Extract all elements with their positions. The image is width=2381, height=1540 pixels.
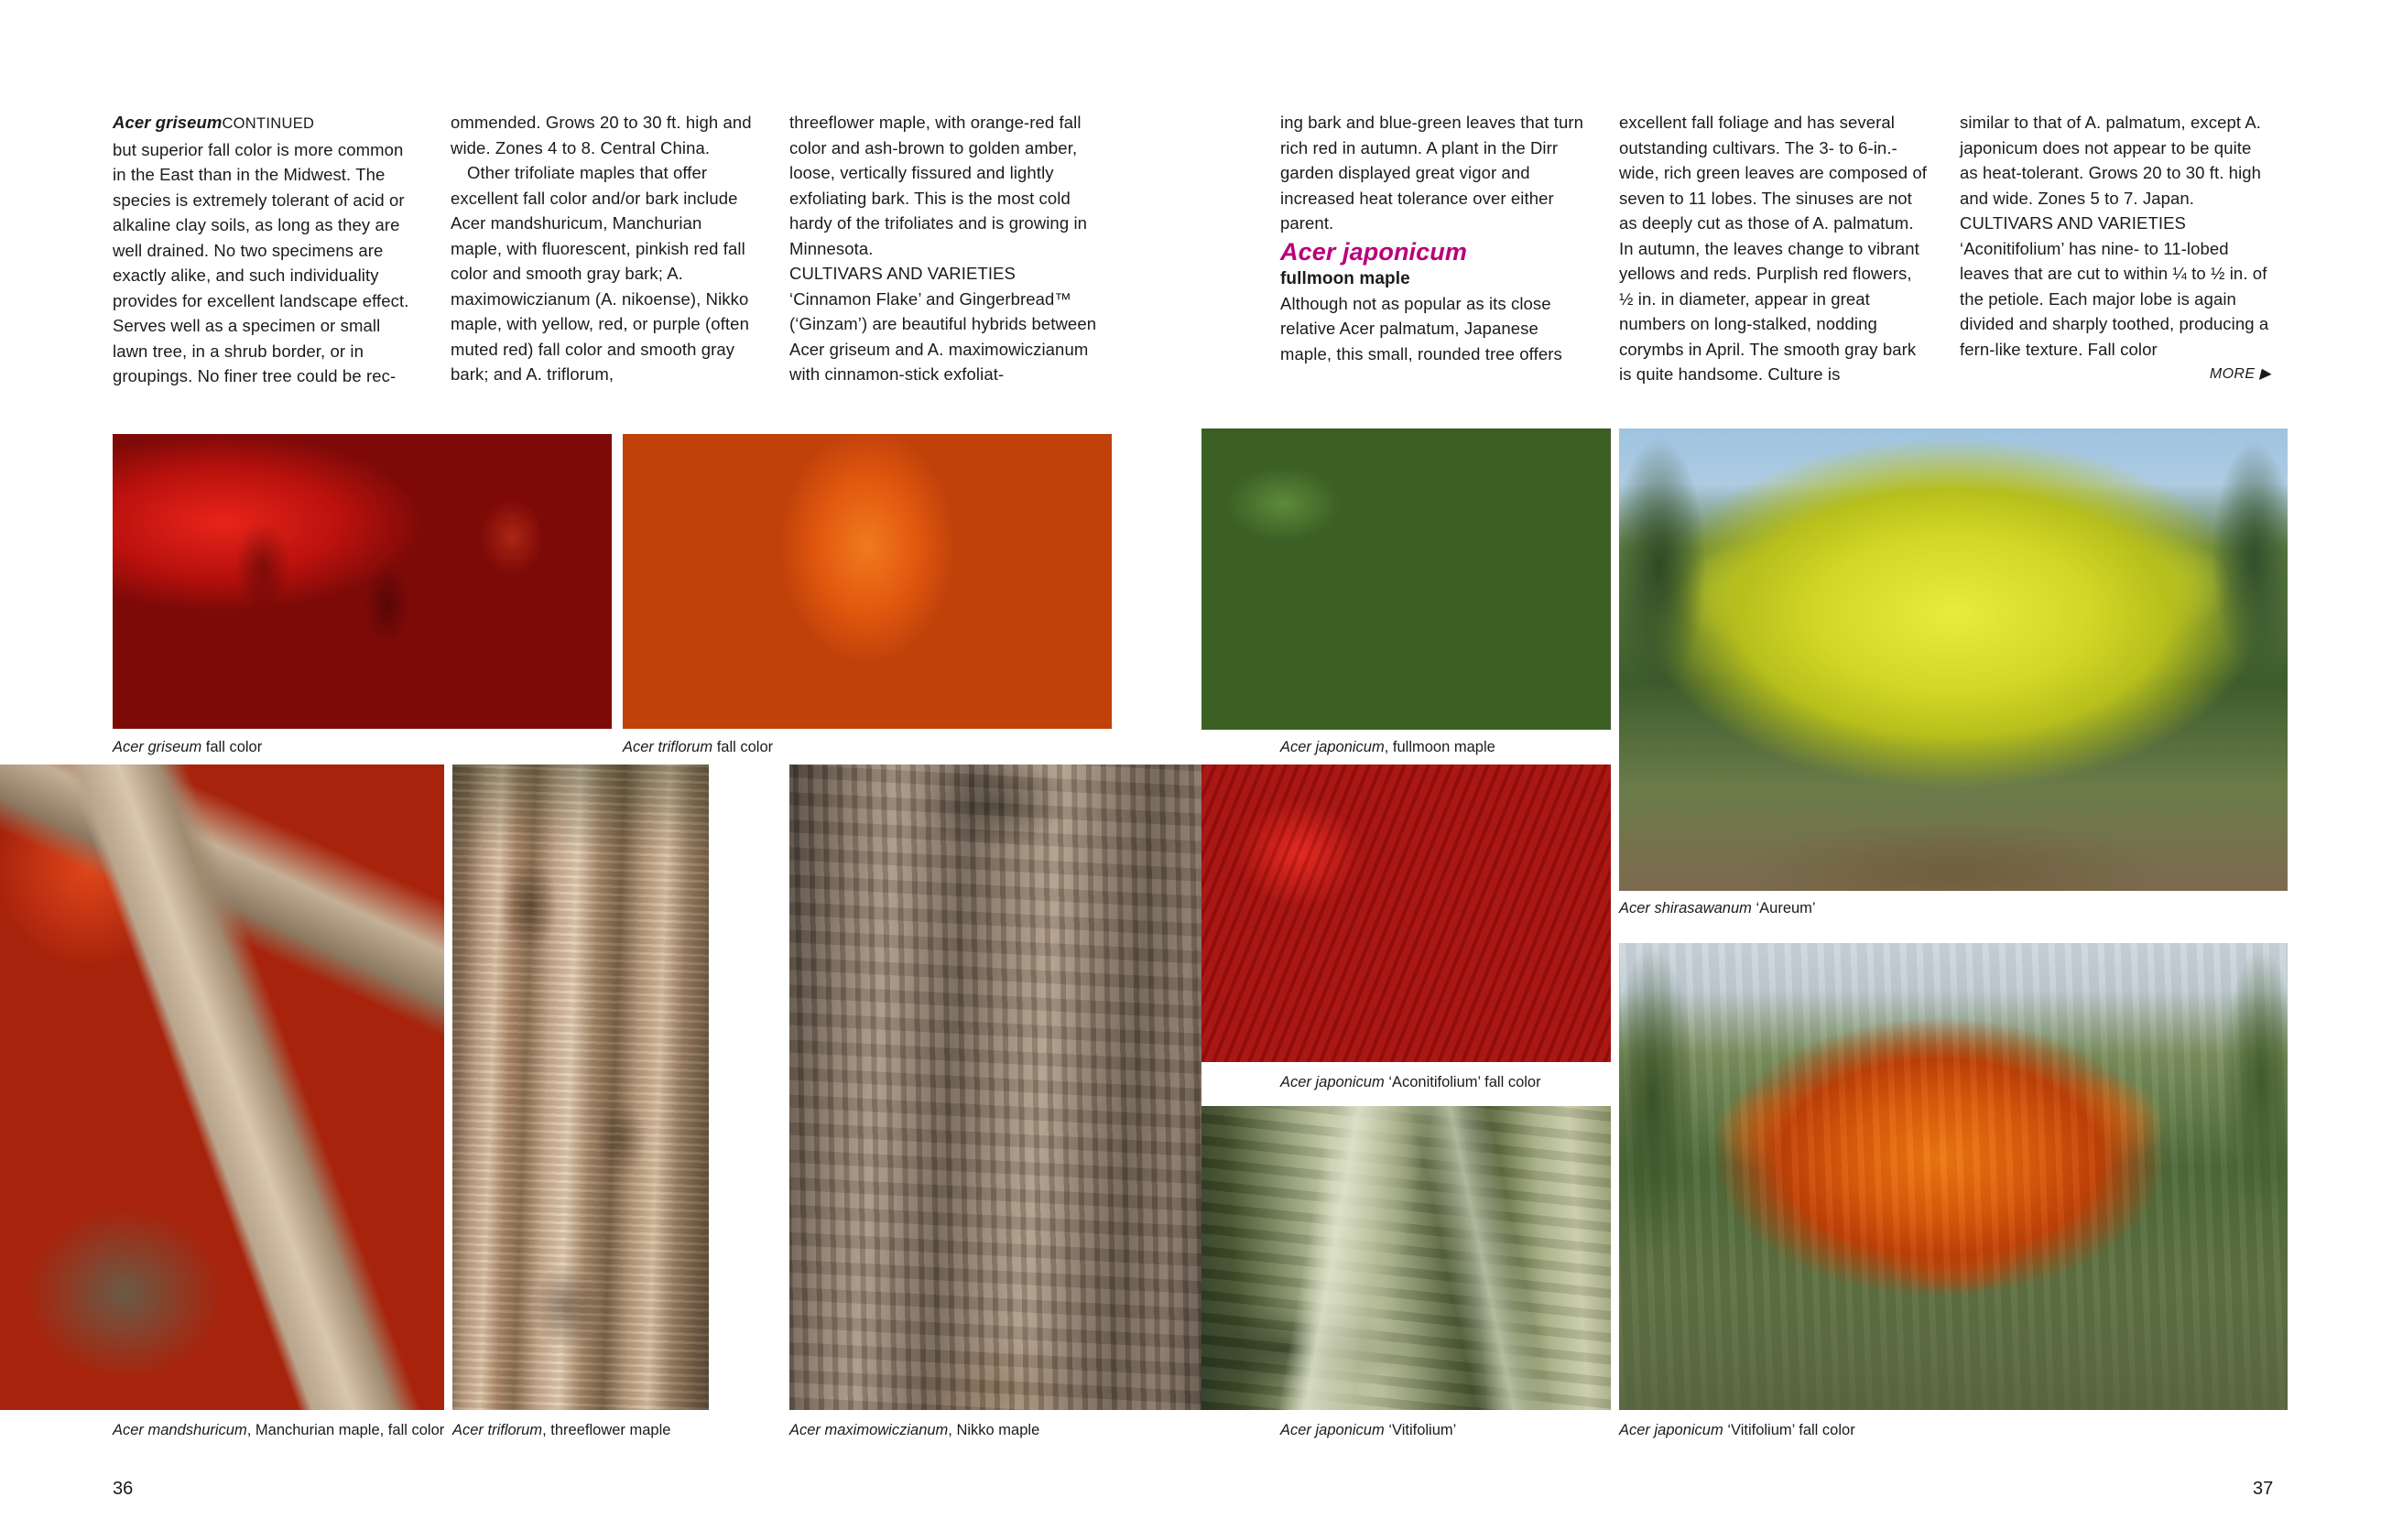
caption-acer-japonicum-vitifolium xyxy=(1280,1421,1456,1439)
folio-right: 37 xyxy=(2253,1479,2274,1499)
text-column-4 xyxy=(1280,110,1587,366)
more-indicator: MORE ▶ xyxy=(2209,366,2271,382)
column-1-body: but superior fall color is more common in the East than in the Midwest. The species is extremely tolerant of acid or alkaline clay soils, as long as they are well drained. No two specimens are exactly alike, and such individuality provides for excellent landscape effect. Serves well as a specimen or small lawn tree, in a shrub border, or in groupings. No finer tree could be rec- xyxy=(113,139,409,385)
photo-acer-japonicum-aconitifolium-fall-color xyxy=(1201,765,1611,1062)
caption-acer-triflorum-threeflower-maple xyxy=(452,1421,670,1439)
caption-rest: ‘Aconitifolium’ fall color xyxy=(1384,1074,1541,1090)
text-column-1 xyxy=(113,110,418,389)
column-3-paragraph-2: ‘Cinnamon Flake’ and Gingerbread™ (‘Ginzam’) are beautiful hybrids between Acer griseum and A. maximowiczianum with cinnamon-stick exfoliat- xyxy=(789,288,1097,384)
column-1-heading-continued: CONTINUED xyxy=(222,115,315,132)
column-2-paragraph-1: ommended. Grows 20 to 30 ft. high and wide. Zones 4 to 8. Central China. xyxy=(451,113,752,157)
column-1-heading-species: Acer griseum xyxy=(113,113,223,132)
column-1-heading xyxy=(113,110,418,137)
photo-acer-shirasawanum-aureum xyxy=(1619,428,2288,891)
caption-acer-mandshuricum-fall-color xyxy=(113,1421,444,1439)
caption-rest: fall color xyxy=(201,739,263,755)
folio-left: 36 xyxy=(113,1479,134,1499)
caption-acer-shirasawanum-aureum xyxy=(1619,899,1816,917)
photo-acer-mandshuricum-fall-color xyxy=(0,765,444,1410)
column-3-paragraph-1: threeflower maple, with orange-red fall color and ash-brown to golden amber, loose, vertically fissured and lightly exfoliating bark. This is the most cold hardy of the trifoliates and is growing in Minnesota. xyxy=(789,113,1088,258)
caption-species: Acer mandshuricum xyxy=(113,1422,247,1438)
caption-rest: fall color xyxy=(712,739,774,755)
column-4-paragraph-2: Although not as popular as its close relative Acer palmatum, Japanese maple, this small, rounded tree offers xyxy=(1280,293,1562,363)
caption-species: Acer triflorum xyxy=(452,1422,543,1438)
caption-species: Acer japonicum xyxy=(1280,739,1385,755)
photo-acer-griseum-fall-color xyxy=(113,434,612,729)
caption-acer-japonicum-vitifolium-fall-color xyxy=(1619,1421,1855,1439)
column-2-paragraph-2: Other trifoliate maples that offer excellent fall color and/or bark include Acer mandshuricum, Manchurian maple, with fluorescent, pinkish red fall color and smooth gray bark; A. maximowiczianum (A. nikoense), Nikko maple, with yellow, red, or purple (often muted red) fall color and smooth gray bark; and A. triflorum, xyxy=(451,163,749,384)
column-6-paragraph-2: ‘Aconitifolium’ has nine- to 11-lobed leaves that are cut to within ¼ to ½ in. of the petiole. Each major lobe is again divided and sharply toothed, producing a fern-like texture. Fall color xyxy=(1960,238,2269,359)
caption-rest: , Manchurian maple, fall color xyxy=(246,1422,445,1438)
caption-species: Acer maximowiczianum xyxy=(789,1422,949,1438)
caption-species: Acer triflorum xyxy=(623,739,713,755)
photo-acer-triflorum-threeflower-maple xyxy=(452,765,709,1410)
photo-acer-japonicum-vitifolium-fall-color xyxy=(1619,943,2288,1410)
caption-rest: , fullmoon maple xyxy=(1384,739,1495,755)
photo-acer-triflorum-fall-color xyxy=(623,434,1112,729)
text-column-6 xyxy=(1960,110,2271,387)
caption-species: Acer japonicum xyxy=(1280,1422,1385,1438)
caption-acer-japonicum-aconitifolium-fall-color xyxy=(1280,1073,1541,1091)
caption-species: Acer shirasawanum xyxy=(1619,900,1752,916)
caption-acer-japonicum-fullmoon-maple xyxy=(1280,738,1495,756)
caption-rest: ‘Vitifolium’ xyxy=(1384,1422,1457,1438)
column-6-paragraph-1: similar to that of A. palmatum, except A. japonicum does not appear to be quite as heat-tolerant. Grows 20 to 30 ft. high and wide. Zones 5 to 7. Japan. xyxy=(1960,113,2262,208)
caption-acer-maximowiczianum-nikko-maple xyxy=(789,1421,1039,1439)
caption-rest: , threeflower maple xyxy=(542,1422,671,1438)
text-column-2 xyxy=(451,110,756,387)
photo-acer-japonicum-vitifolium xyxy=(1201,1106,1611,1410)
column-4-paragraph-1: ing bark and blue-green leaves that turn rich red in autumn. A plant in the Dirr garden displayed great vigor and increased heat tolerance over either parent. xyxy=(1280,113,1584,233)
caption-rest: ‘Aureum’ xyxy=(1751,900,1816,916)
caption-species: Acer griseum xyxy=(113,739,202,755)
caption-species: Acer japonicum xyxy=(1280,1074,1385,1090)
caption-rest: ‘Vitifolium’ fall color xyxy=(1723,1422,1855,1438)
caption-species: Acer japonicum xyxy=(1619,1422,1723,1438)
column-3-subhead: CULTIVARS AND VARIETIES xyxy=(789,264,1016,283)
photo-acer-maximowiczianum-nikko-maple xyxy=(789,765,1201,1410)
column-6-subhead: CULTIVARS AND VARIETIES xyxy=(1960,213,2186,233)
caption-acer-triflorum-fall-color xyxy=(623,738,773,756)
caption-acer-griseum-fall-color xyxy=(113,738,262,756)
text-column-3 xyxy=(789,110,1101,387)
caption-rest: , Nikko maple xyxy=(948,1422,1040,1438)
photo-acer-japonicum-fullmoon-maple xyxy=(1201,428,1611,730)
genus-heading-acer-japonicum: Acer japonicum xyxy=(1280,237,1467,266)
column-5-paragraph-1: excellent fall foliage and has several outstanding cultivars. The 3- to 6-in.-wide, rich green leaves are composed of seven to 11 lobes. The sinuses are not as deeply cut as those of A. palmatum. In autumn, the leaves change to vibrant yellows and reds. Purplish red flowers, ½ in. in diameter, appear in great numbers on long-stalked, nodding corymbs in April. The smooth gray bark is quite handsome. Culture is xyxy=(1619,113,1928,384)
text-column-5 xyxy=(1619,110,1930,387)
common-name-fullmoon-maple: fullmoon maple xyxy=(1280,268,1410,288)
